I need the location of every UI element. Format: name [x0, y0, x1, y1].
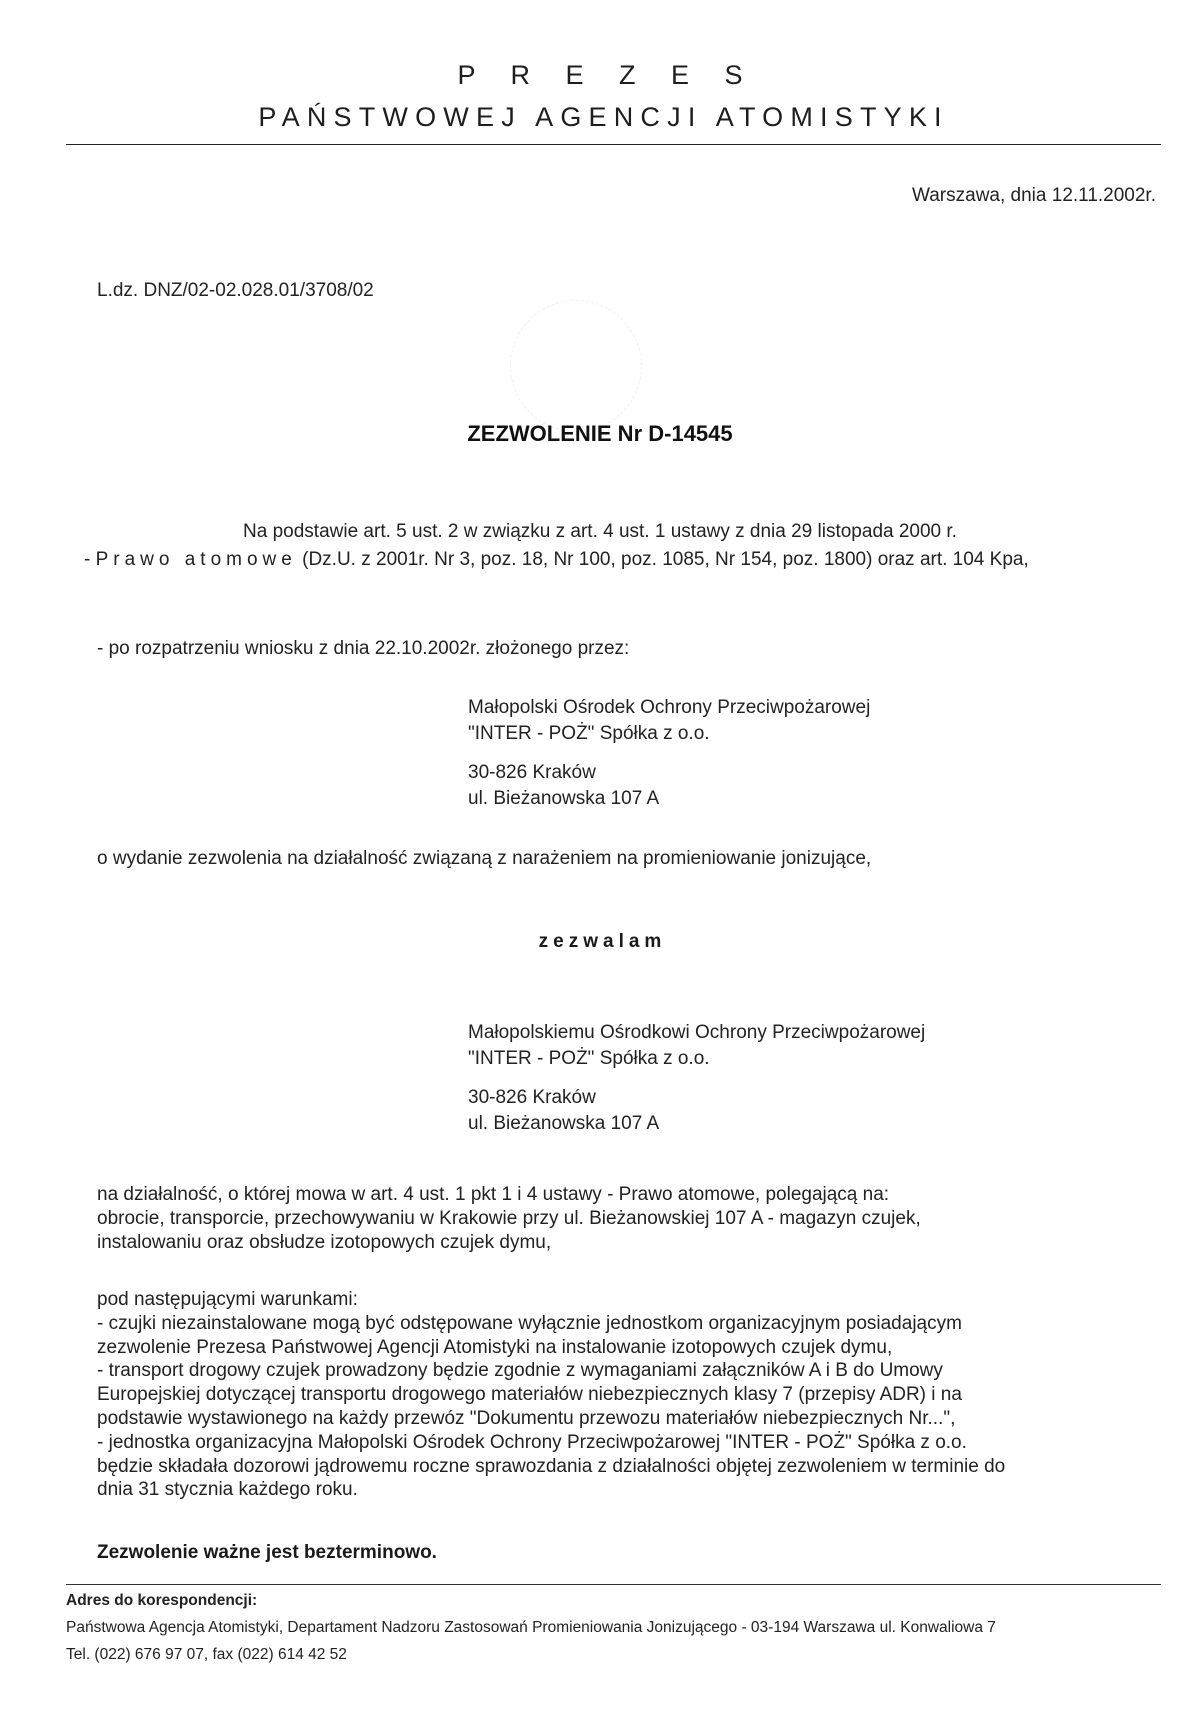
footer-heading: Adres do korespondencji:: [66, 1592, 258, 1609]
application-reference: - po rozpatrzeniu wniosku z dnia 22.10.2002r. złożonego przez:: [97, 638, 630, 659]
condition-line: - jednostka organizacyjna Małopolski Ośrodek Ochrony Przeciwpożarowej "INTER - POŻ" Spółka z o.o.: [97, 1431, 967, 1453]
applicant-street: ul. Bieżanowska 107 A: [468, 788, 660, 809]
grantee-address-block: [468, 1085, 659, 1137]
issue-date: Warszawa, dnia 12.11.2002r.: [912, 185, 1156, 206]
permit-scope: [97, 1183, 921, 1255]
faint-stamp-mark: [510, 300, 642, 432]
reference-number: L.dz. DNZ/02-02.028.01/3708/02: [97, 280, 374, 301]
footer-address: Państwowa Agencja Atomistyki, Departament Nadzoru Zastosowań Promieniowania Jonizującego - 03-194 Warszawa ul. Konwaliowa 7: [66, 1619, 996, 1636]
legal-basis-citation: (Dz.U. z 2001r. Nr 3, poz. 18, Nr 100, poz. 1085, Nr 154, poz. 1800) oraz art. 104 Kpa,: [302, 549, 1029, 570]
condition-line: zezwolenie Prezesa Państwowej Agencji Atomistyki na instalowanie izotopowych czujek dymu,: [97, 1336, 893, 1358]
condition-line: - transport drogowy czujek prowadzony będzie zgodnie z wymaganiami załączników A i B do Umowy: [97, 1360, 943, 1382]
scope-line: instalowaniu oraz obsłudze izotopowych czujek dymu,: [97, 1232, 552, 1253]
grantee-name-block: [468, 1020, 925, 1072]
scope-line: na działalność, o której mowa w art. 4 ust. 1 pkt 1 i 4 ustawy - Prawo atomowe, polegającą na:: [97, 1184, 890, 1205]
permit-conditions: [97, 1288, 1005, 1502]
footer-divider: [66, 1584, 1161, 1585]
application-purpose: o wydanie zezwolenia na działalność związaną z narażeniem na promieniowanie jonizujące,: [97, 848, 872, 869]
condition-line: dnia 31 stycznia każdego roku.: [97, 1479, 358, 1501]
validity-statement: Zezwolenie ważne jest bezterminowo.: [97, 1542, 437, 1563]
applicant-address-block: [468, 760, 659, 812]
applicant-name-line-2: "INTER - POŻ" Spółka z o.o.: [468, 723, 710, 744]
condition-line: podstawie wystawionego na każdy przewóz "Dokumentu przewozu materiałów niebezpiecznych Nr...",: [97, 1407, 956, 1429]
applicant-name-block: [468, 695, 870, 747]
legal-basis-dash: -: [84, 549, 91, 570]
grant-word: zezwalam: [538, 931, 667, 952]
grantee-name-line-2: "INTER - POŻ" Spółka z o.o.: [468, 1048, 710, 1069]
legal-basis-line-2: [84, 548, 1029, 572]
footer-phone: Tel. (022) 676 97 07, fax (022) 614 42 52: [66, 1646, 347, 1663]
act-name-spaced: Prawo atomowe: [95, 549, 297, 570]
condition-line: - czujki niezainstalowane mogą być odstępowane wyłącznie jednostkom organizacyjnym posiadającym: [97, 1312, 962, 1334]
header-divider: [66, 144, 1161, 145]
legal-basis-line-1: Na podstawie art. 5 ust. 2 w związku z art. 4 ust. 1 ustawy z dnia 29 listopada 2000 r.: [243, 521, 957, 542]
grantee-city: 30-826 Kraków: [468, 1087, 596, 1108]
condition-line: będzie składała dozorowi jądrowemu roczne sprawozdania z działalności objętej zezwoleniem w terminie do: [97, 1455, 1006, 1477]
header-agency-name: PAŃSTWOWEJ AGENCJI ATOMISTYKI: [258, 102, 949, 132]
conditions-heading: pod następującymi warunkami:: [97, 1289, 358, 1310]
grantee-street: ul. Bieżanowska 107 A: [468, 1113, 660, 1134]
permit-title: ZEZWOLENIE Nr D-14545: [467, 421, 733, 446]
grantee-name-line-1: Małopolskiemu Ośrodkowi Ochrony Przeciwpożarowej: [468, 1022, 926, 1043]
scope-line: obrocie, transporcie, przechowywaniu w Krakowie przy ul. Bieżanowskiej 107 A - magazyn czujek,: [97, 1208, 921, 1229]
applicant-name-line-1: Małopolski Ośrodek Ochrony Przeciwpożarowej: [468, 697, 871, 718]
condition-line: Europejskiej dotyczącej transportu drogowego materiałów niebezpiecznych klasy 7 (przepisy ADR) i na: [97, 1384, 962, 1406]
header-title: P R E Z E S: [457, 60, 757, 90]
applicant-city: 30-826 Kraków: [468, 762, 596, 783]
